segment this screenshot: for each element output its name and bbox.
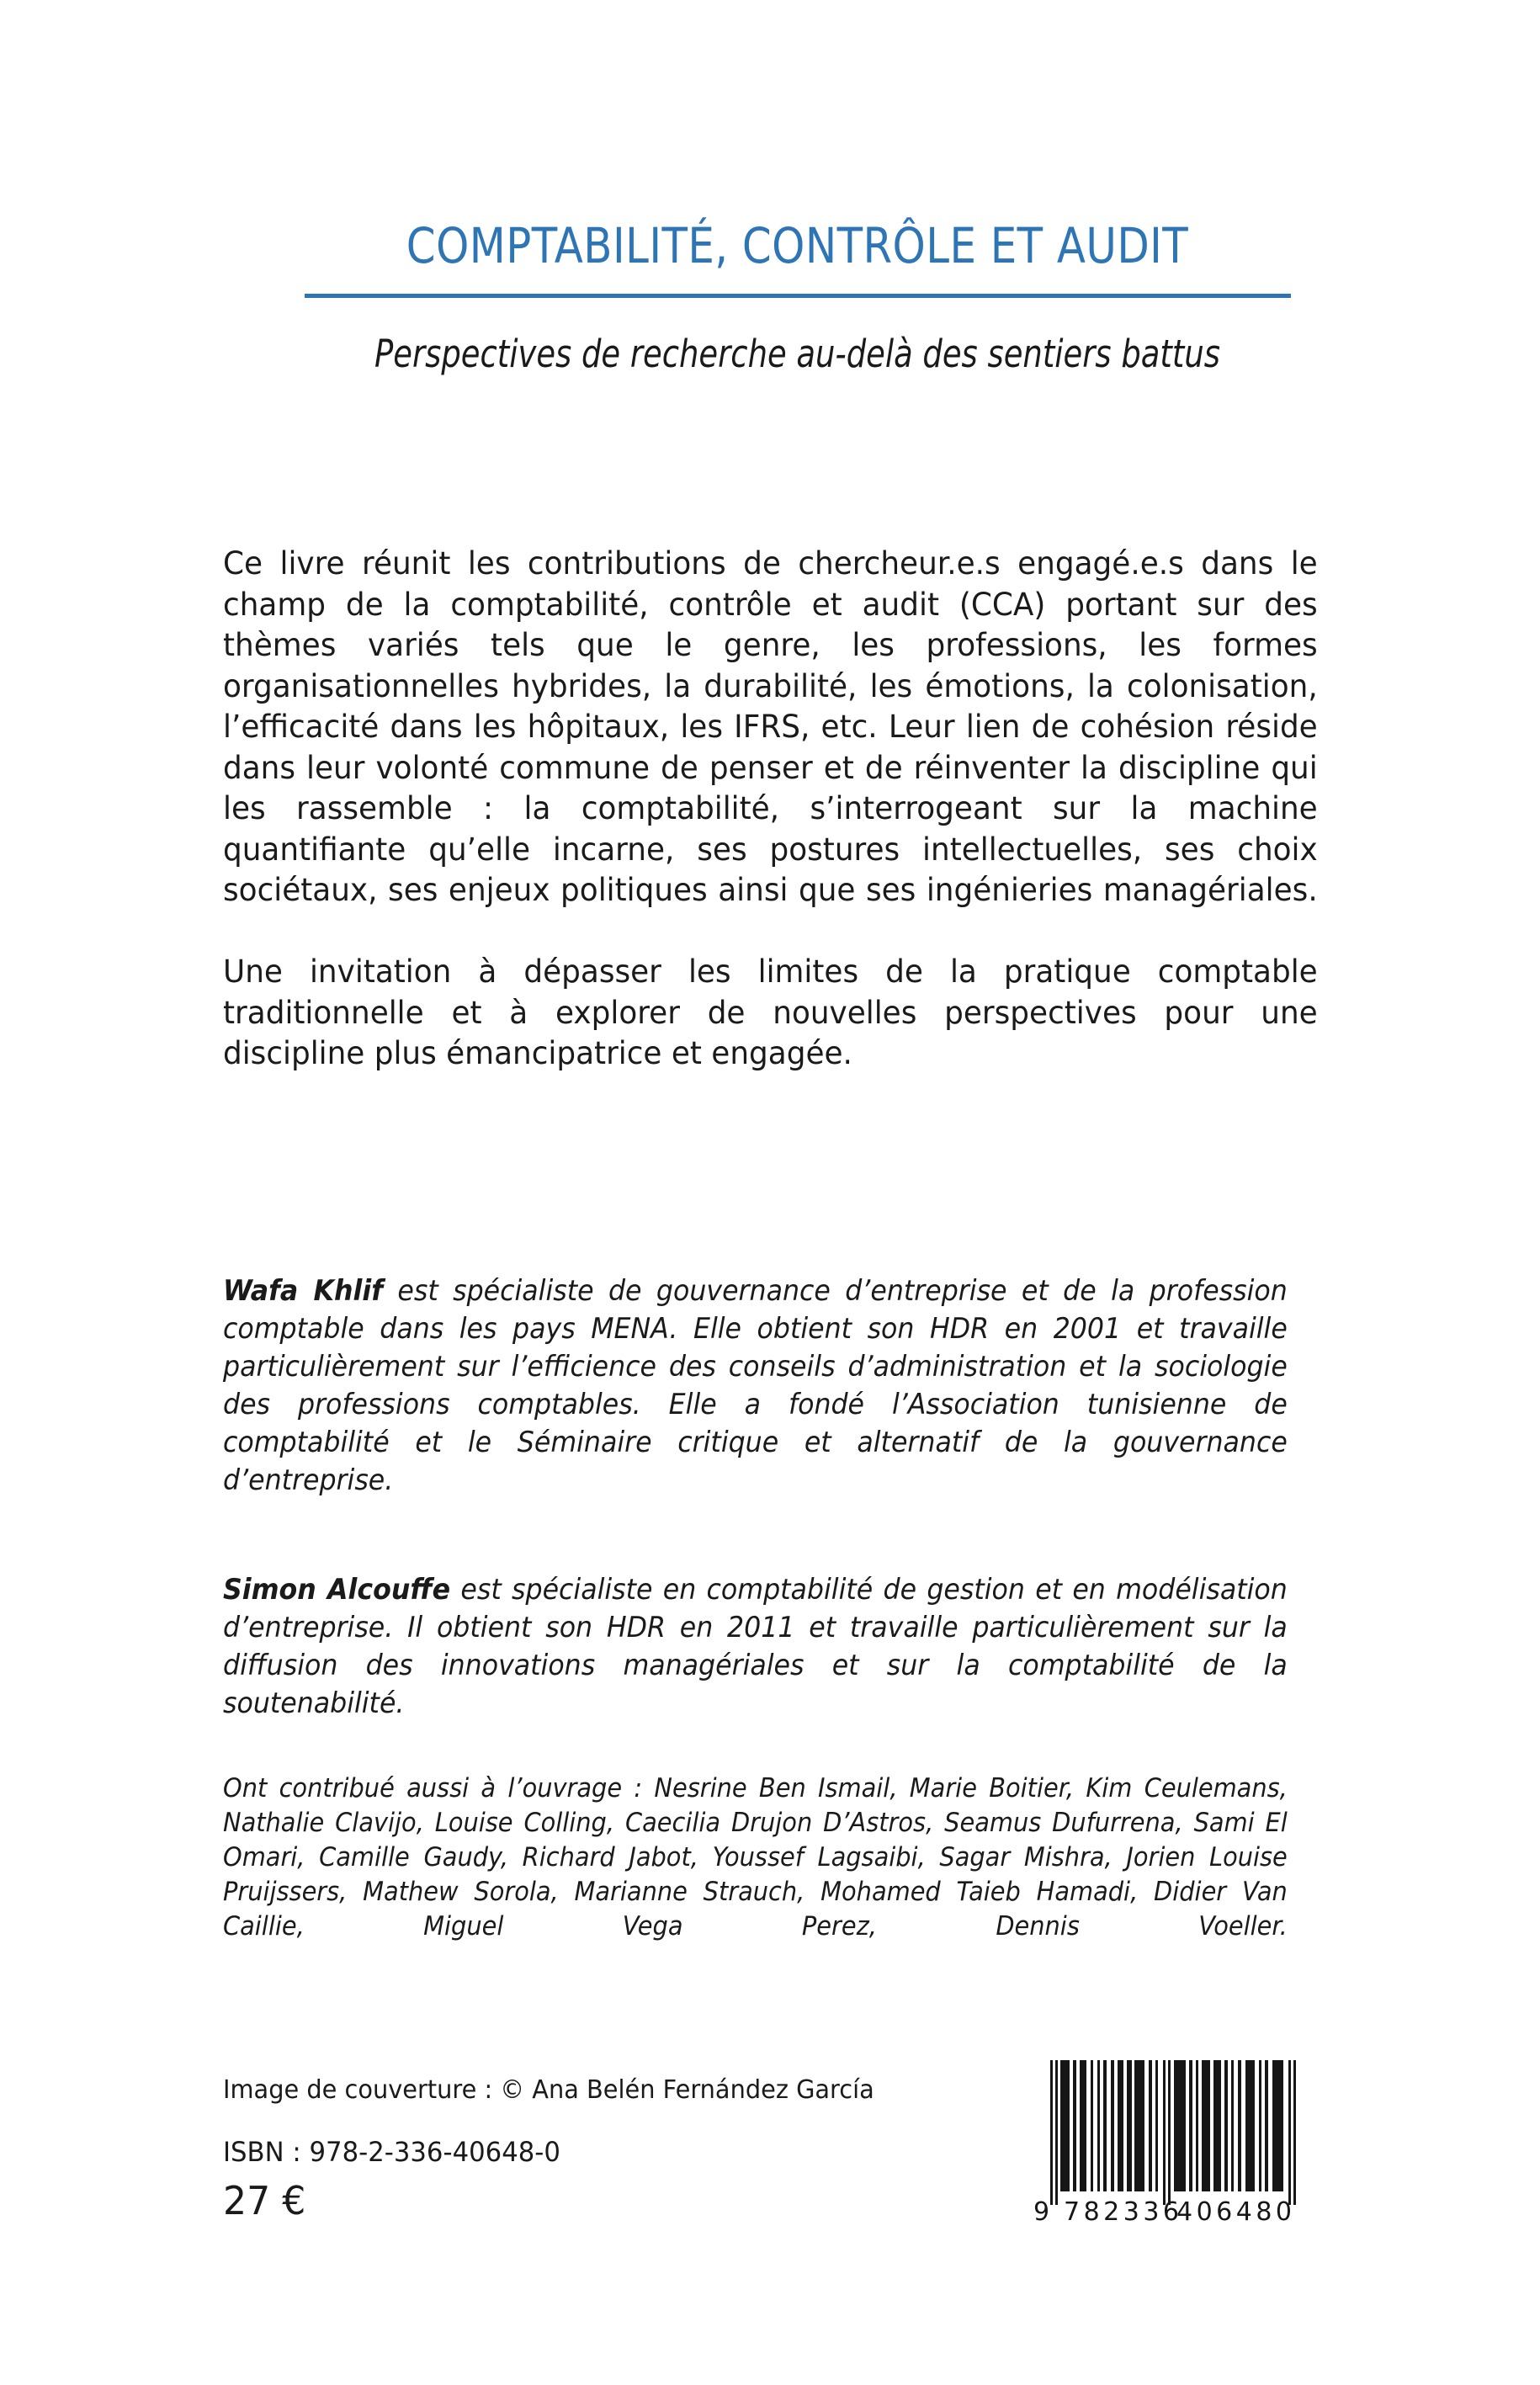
- title-block: [223, 217, 1372, 376]
- barcode-group-2: 406480: [1176, 2197, 1296, 2223]
- author-bio-1: [223, 1272, 1288, 1538]
- barcode-group-1: 782336: [1064, 2197, 1183, 2223]
- barcode-svg: [1033, 2055, 1370, 2223]
- contributors-list: Ont contribué aussi à l’ouvrage : Nesrine Ben Ismail, Marie Boitier, Kim Ceulemans, Nathalie Clavijo, Louise Colling, Caecilia Drujon D’Astros, Seamus Dufurrena, Sami El Omari, Camille Gaudy, Richard Jabot, Youssef Lagsaibi, Sagar Mishra, Jorien Louise Pruijssers, Mathew Sorola, Marianne Strauch, Mohamed Taieb Hamadi, Didier Van Caillie, Miguel Vega Perez, Dennis Voeller.: [223, 1773, 1288, 1941]
- barcode-left-digit: 9: [1033, 2197, 1050, 2223]
- blurb-paragraph-1: Ce livre réunit les contributions de chercheur.e.s engagé.e.s dans le champ de la comptabilité, contrôle et audit (CCA) portant sur des thèmes variés tels que le genre, les professions, les formes organisationnelles hybrides, la durabilité, les émotions, la colonisation, l’efficacité dans les hôpitaux, les IFRS, etc. Leur lien de cohésion réside dans leur volonté commune de penser et de réinventer la discipline qui les rassemble : la comptabilité, s’interrogeant sur la machine quantifiante qu’elle incarne, ses postures intellectuelles, ses choix sociétaux, ses enjeux politiques ainsi que ses ingénieries managériales.: [223, 544, 1318, 908]
- isbn-text: ISBN : 978-2-336-40648-0: [223, 2136, 560, 2168]
- author-name-1: Wafa Khlif: [223, 1274, 383, 1308]
- author-bios-section: [223, 1272, 1288, 1794]
- author-bio-2: [223, 1571, 1288, 1761]
- title-divider: [305, 294, 1291, 298]
- page-title: COMPTABILITÉ, CONTRÔLE ET AUDIT: [406, 217, 1189, 274]
- page-subtitle: Perspectives de recherche au-delà des sentiers battus: [374, 331, 1220, 376]
- blurb-paragraph-2: Une invitation à dépasser les limites de la pratique comptable traditionnelle et à explorer de nouvelles perspectives pour une discipline plus émancipatrice et engagée.: [223, 953, 1318, 1071]
- author-bio-text-2: est spécialiste en comptabilité de gestion et en modélisation d’entreprise. Il obtient son HDR en 2011 et travaille particulièrement sur la diffusion des innovations managériales et sur la comptabilité de la soutenabilité.: [223, 1573, 1288, 1720]
- author-name-2: Simon Alcouffe: [223, 1573, 451, 1607]
- cover-image-credit: Image de couverture : © Ana Belén Fernández García: [223, 2075, 874, 2105]
- author-bio-text-1: est spécialiste de gouvernance d’entreprise et de la profession comptable dans les pays MENA. Elle obtient son HDR en 2001 et travaille particulièrement sur l’efficience des conseils d’administration et la sociologie des professions comptables. Elle a fondé l’Association tunisienne de comptabilité et le Séminaire critique et alternatif de la gouvernance d’entreprise.: [223, 1274, 1288, 1497]
- barcode-digits: [1033, 2197, 1296, 2223]
- blurb-section: [223, 543, 1318, 1074]
- price-text: 27 €: [223, 2178, 306, 2223]
- footer-section: [223, 2074, 980, 2224]
- barcode: [1033, 2055, 1370, 2223]
